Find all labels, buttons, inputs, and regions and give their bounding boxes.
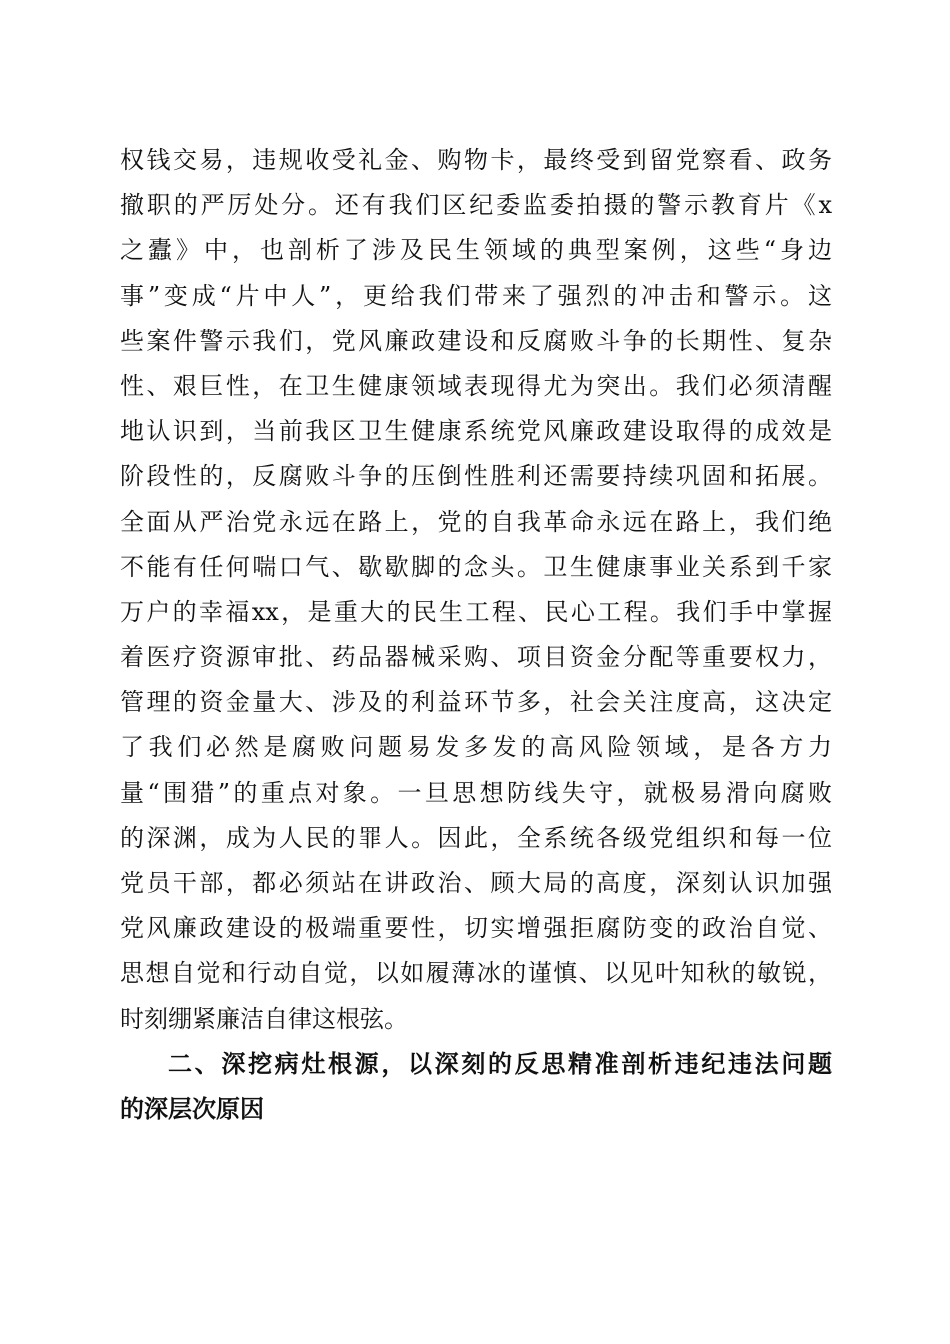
paragraph-line: 撤职的严厉处分。还有我们区纪委监委拍摄的警示教育片《x — [120, 191, 832, 220]
section-heading-line: 的深层次原因 — [120, 1094, 264, 1123]
paragraph-line: 党风廉政建设的极端重要性，切实增强拒腐防变的政治自觉、 — [120, 914, 832, 943]
paragraph-line: 时刻绷紧廉洁自律这根弦。 — [120, 1004, 408, 1033]
section-heading-line: 二、深挖病灶根源，以深刻的反思精准剖析违纪违法问题 — [168, 1049, 832, 1078]
paragraph-line: 之蠹》中，也剖析了涉及民生领域的典型案例，这些“身边 — [120, 236, 832, 265]
paragraph-line: 事”变成“片中人”，更给我们带来了强烈的冲击和警示。这 — [120, 281, 832, 310]
paragraph-line: 些案件警示我们，党风廉政建设和反腐败斗争的长期性、复杂 — [120, 326, 832, 355]
paragraph-line: 不能有任何喘口气、歇歇脚的念头。卫生健康事业关系到千家 — [120, 552, 832, 581]
body-paragraph — [120, 138, 832, 1042]
paragraph-line: 阶段性的，反腐败斗争的压倒性胜利还需要持续巩固和拓展。 — [120, 462, 832, 491]
paragraph-line: 全面从严治党永远在路上，党的自我革命永远在路上，我们绝 — [120, 507, 832, 536]
section-heading — [120, 1042, 832, 1132]
paragraph-line: 的深渊，成为人民的罪人。因此，全系统各级党组织和每一位 — [120, 823, 832, 852]
paragraph-line: 地认识到，当前我区卫生健康系统党风廉政建设取得的成效是 — [120, 417, 832, 446]
paragraph-line: 万户的幸福xx，是重大的民生工程、民心工程。我们手中掌握 — [120, 597, 832, 626]
paragraph-line: 着医疗资源审批、药品器械采购、项目资金分配等重要权力， — [120, 643, 832, 672]
paragraph-line: 管理的资金量大、涉及的利益环节多，社会关注度高，这决定 — [120, 688, 832, 717]
paragraph-line: 党员干部，都必须站在讲政治、顾大局的高度，深刻认识加强 — [120, 869, 832, 897]
paragraph-line: 权钱交易，违规收受礼金、购物卡，最终受到留党察看、政务 — [120, 146, 832, 174]
document-body — [120, 138, 832, 1132]
paragraph-line: 量“围猎”的重点对象。一旦思想防线失守，就极易滑向腐败 — [120, 778, 832, 807]
paragraph-line: 了我们必然是腐败问题易发多发的高风险领域，是各方力 — [120, 733, 832, 762]
paragraph-line: 性、艰巨性，在卫生健康领域表现得尤为突出。我们必须清醒 — [120, 371, 832, 400]
paragraph-line: 思想自觉和行动自觉，以如履薄冰的谨慎、以见叶知秋的敏锐， — [120, 959, 832, 988]
